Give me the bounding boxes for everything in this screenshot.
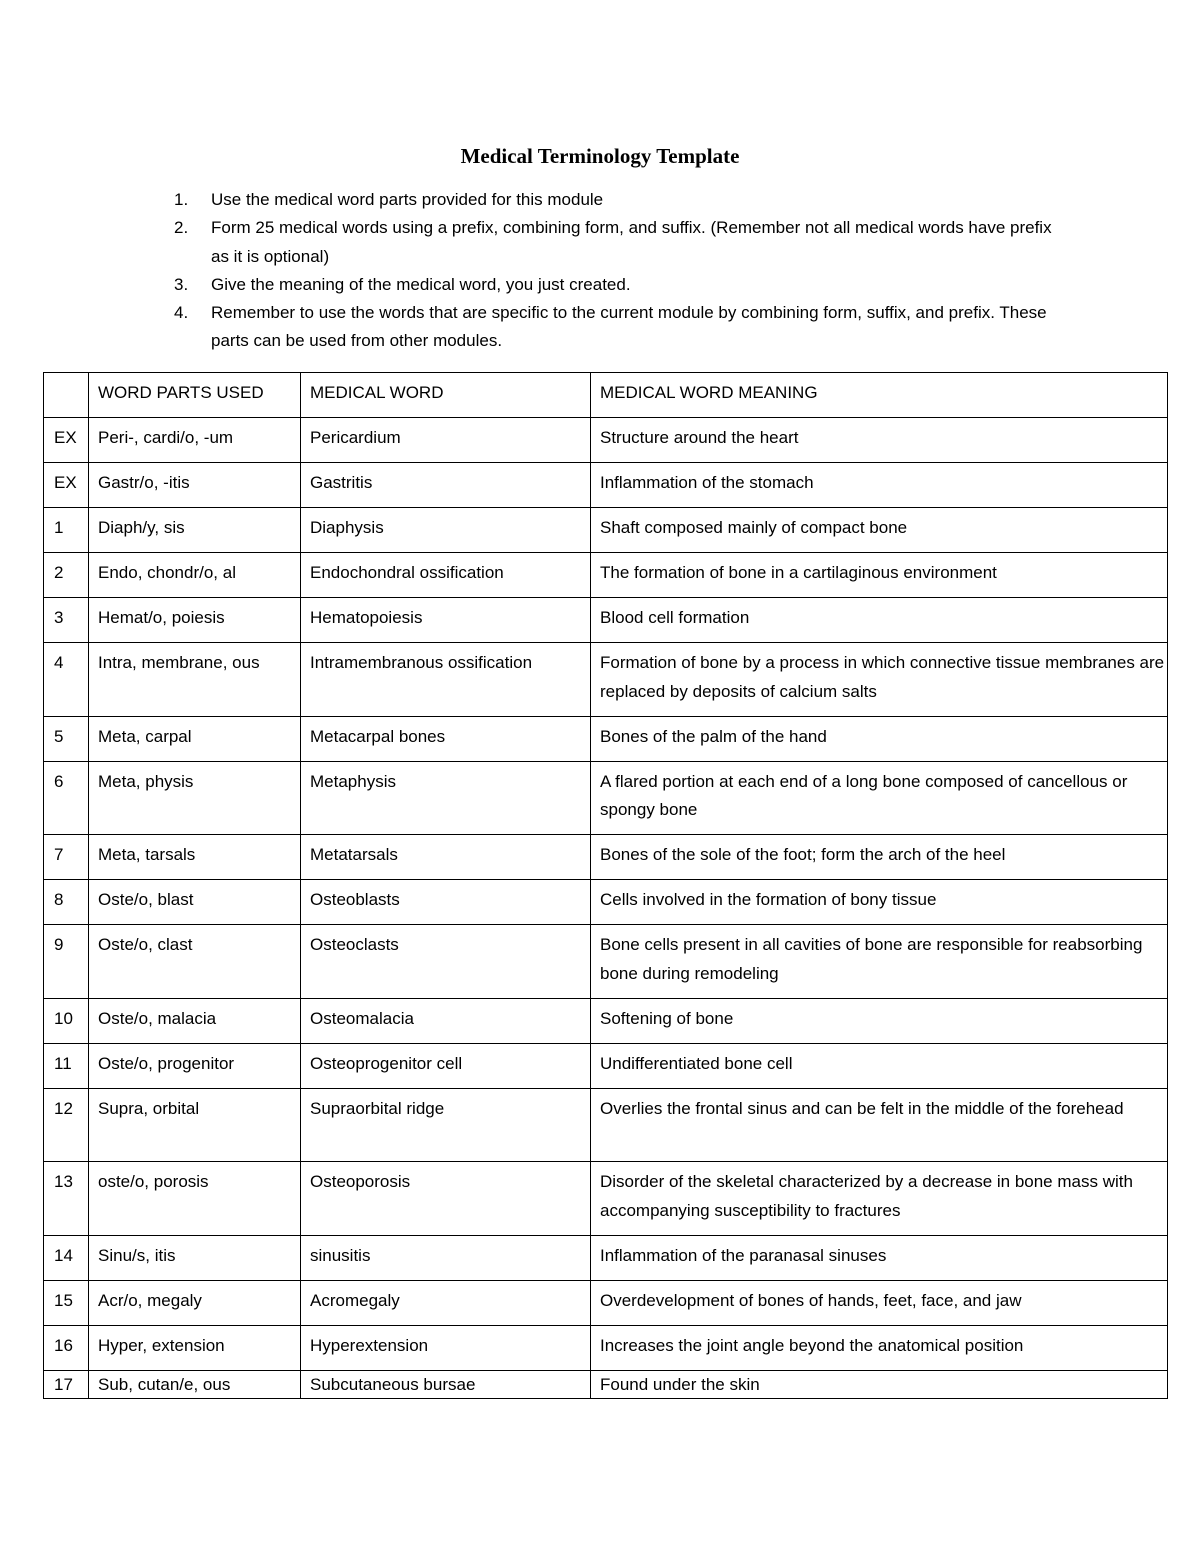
word-parts-cell: Acr/o, megaly [89,1280,301,1325]
header-cell-number [44,373,89,418]
medical-word-cell: Endochondral ossification [301,553,591,598]
medical-word-cell: sinusitis [301,1235,591,1280]
medical-word-cell: Gastritis [301,463,591,508]
table-row [44,1235,1168,1280]
instruction-text: Remember to use the words that are specific to the current module by combining form, suffix, and prefix. These parts can be used from other modules. [211,303,1047,351]
table-row [44,463,1168,508]
instruction-number: 1. [174,190,189,209]
medical-word-cell: Osteoblasts [301,880,591,925]
row-number: 8 [44,880,89,925]
instruction-item [168,186,1068,214]
table-row [44,716,1168,761]
table-row [44,598,1168,643]
instruction-number: 3. [174,274,189,294]
meaning-cell: Overlies the frontal sinus and can be felt in the middle of the forehead [591,1088,1168,1162]
meaning-cell: A flared portion at each end of a long bone composed of cancellous or spongy bone [591,761,1168,835]
row-number: 7 [44,835,89,880]
medical-word-cell: Metatarsals [301,835,591,880]
row-number: 9 [44,925,89,999]
row-number: 14 [44,1235,89,1280]
meaning-cell: Inflammation of the stomach [591,463,1168,508]
header-cell-word-parts: WORD PARTS USED [89,373,301,418]
instruction-number: 2. [174,218,189,238]
meaning-cell: Bones of the sole of the foot; form the arch of the heel [591,835,1168,880]
terminology-table [43,372,1168,1399]
table-row [44,418,1168,463]
row-number: EX [44,463,89,508]
page-title: Medical Terminology Template [460,144,740,168]
table-row [44,1088,1168,1162]
meaning-cell: Overdevelopment of bones of hands, feet, face, and jaw [591,1280,1168,1325]
medical-word-cell: Metacarpal bones [301,716,591,761]
table-row [44,553,1168,598]
instruction-text: Form 25 medical words using a prefix, combining form, and suffix. (Remember not all medical words have prefix as it is optional) [211,218,1052,266]
table-row [44,643,1168,717]
medical-word-cell: Hematopoiesis [301,598,591,643]
word-parts-cell: Diaph/y, sis [89,508,301,553]
word-parts-cell: Peri-, cardi/o, -um [89,418,301,463]
meaning-cell: Blood cell formation [591,598,1168,643]
word-parts-cell: Sinu/s, itis [89,1235,301,1280]
meaning-cell: Found under the skin [591,1370,1168,1398]
word-parts-cell: Hyper, extension [89,1325,301,1370]
meaning-cell: Cells involved in the formation of bony tissue [591,880,1168,925]
header-cell-meaning: MEDICAL WORD MEANING [591,373,1168,418]
instruction-text: Give the meaning of the medical word, you just created. [211,274,631,294]
table-header-row [44,373,1168,418]
row-number: 10 [44,998,89,1043]
medical-word-cell: Osteomalacia [301,998,591,1043]
table-row [44,998,1168,1043]
table-row [44,1370,1168,1398]
meaning-cell: Bones of the palm of the hand [591,716,1168,761]
medical-word-cell: Pericardium [301,418,591,463]
medical-word-cell: Metaphysis [301,761,591,835]
word-parts-cell: Oste/o, blast [89,880,301,925]
instruction-number: 4. [174,303,189,323]
medical-word-cell: Supraorbital ridge [301,1088,591,1162]
word-parts-cell: Oste/o, malacia [89,998,301,1043]
row-number: 15 [44,1280,89,1325]
word-parts-cell: oste/o, porosis [89,1162,301,1236]
meaning-cell: Structure around the heart [591,418,1168,463]
instructions-list [168,186,1068,356]
medical-word-cell: Osteoporosis [301,1162,591,1236]
table-row [44,1162,1168,1236]
word-parts-cell: Meta, tarsals [89,835,301,880]
instruction-item [168,214,1068,271]
row-number: EX [44,418,89,463]
word-parts-cell: Meta, carpal [89,716,301,761]
medical-word-cell: Osteoprogenitor cell [301,1043,591,1088]
row-number: 6 [44,761,89,835]
word-parts-cell: Sub, cutan/e, ous [89,1370,301,1398]
row-number: 2 [44,553,89,598]
row-number: 12 [44,1088,89,1162]
header-cell-medical-word: MEDICAL WORD [301,373,591,418]
row-number: 11 [44,1043,89,1088]
table-row [44,835,1168,880]
meaning-cell: Shaft composed mainly of compact bone [591,508,1168,553]
medical-word-cell: Hyperextension [301,1325,591,1370]
row-number: 4 [44,643,89,717]
meaning-cell: Formation of bone by a process in which connective tissue membranes are replaced by deposits of calcium salts [591,643,1168,717]
medical-word-cell: Acromegaly [301,1280,591,1325]
meaning-cell: Softening of bone [591,998,1168,1043]
meaning-cell: Undifferentiated bone cell [591,1043,1168,1088]
word-parts-cell: Gastr/o, -itis [89,463,301,508]
table-row [44,1325,1168,1370]
instruction-text: Use the medical word parts provided for this module [211,190,604,209]
meaning-cell: Disorder of the skeletal characterized by a decrease in bone mass with accompanying susceptibility to fractures [591,1162,1168,1236]
meaning-cell: Increases the joint angle beyond the anatomical position [591,1325,1168,1370]
instruction-item [168,299,1068,356]
row-number: 1 [44,508,89,553]
word-parts-cell: Endo, chondr/o, al [89,553,301,598]
word-parts-cell: Intra, membrane, ous [89,643,301,717]
meaning-cell: Bone cells present in all cavities of bone are responsible for reabsorbing bone during remodeling [591,925,1168,999]
instruction-item [168,271,1068,299]
word-parts-cell: Supra, orbital [89,1088,301,1162]
table-row [44,761,1168,835]
table-row [44,508,1168,553]
table-row [44,880,1168,925]
table-row [44,1043,1168,1088]
row-number: 16 [44,1325,89,1370]
word-parts-cell: Oste/o, clast [89,925,301,999]
row-number: 13 [44,1162,89,1236]
meaning-cell: The formation of bone in a cartilaginous environment [591,553,1168,598]
medical-word-cell: Subcutaneous bursae [301,1370,591,1398]
row-number: 3 [44,598,89,643]
medical-word-cell: Intramembranous ossification [301,643,591,717]
meaning-cell: Inflammation of the paranasal sinuses [591,1235,1168,1280]
row-number: 5 [44,716,89,761]
word-parts-cell: Oste/o, progenitor [89,1043,301,1088]
row-number: 17 [44,1370,89,1398]
medical-word-cell: Diaphysis [301,508,591,553]
table-row [44,1280,1168,1325]
medical-word-cell: Osteoclasts [301,925,591,999]
word-parts-cell: Hemat/o, poiesis [89,598,301,643]
table-row [44,925,1168,999]
word-parts-cell: Meta, physis [89,761,301,835]
